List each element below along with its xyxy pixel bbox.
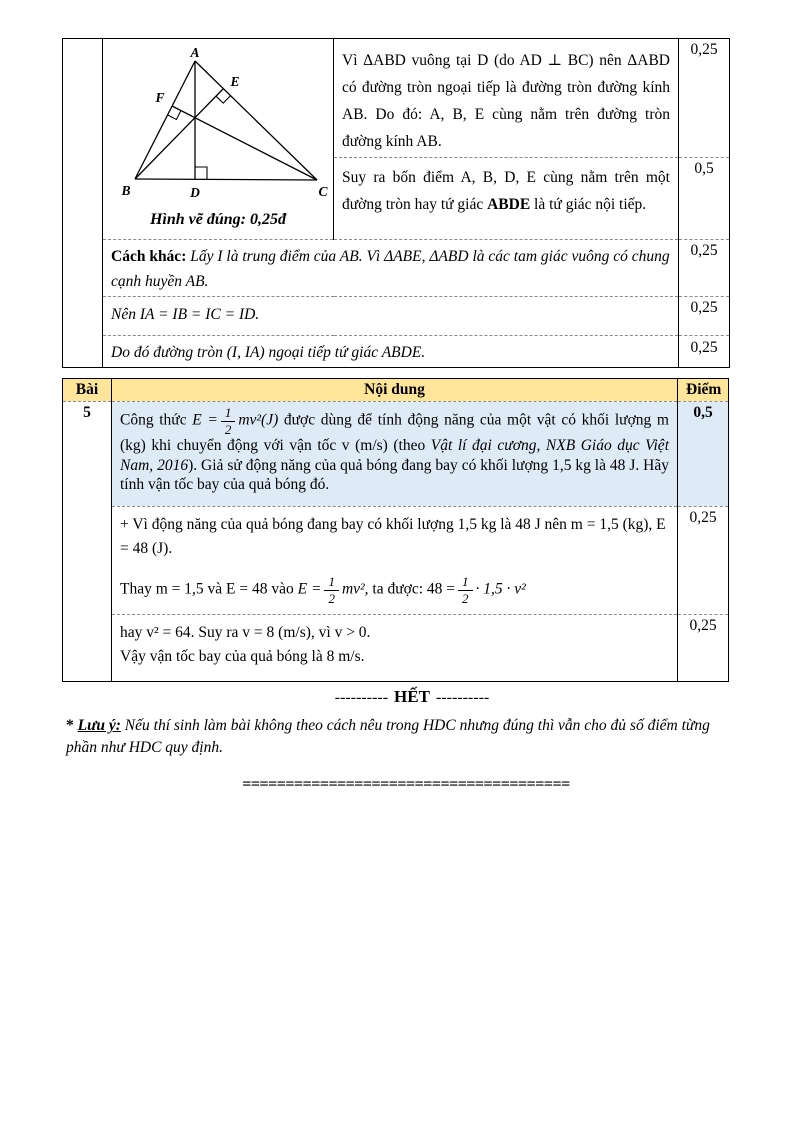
source-reference: Vật lí đại cương, NXB Giáo dục Việt Nam, 2016: [120, 437, 669, 474]
right-angle-mark-e: [216, 96, 230, 103]
figure-caption: Hình vẽ đúng: 0,25đ: [149, 211, 286, 228]
fraction: [458, 575, 473, 605]
table-row: [63, 240, 730, 297]
step1-text: Thay m = 1,5 và E = 48 vào: [120, 580, 298, 598]
step2-cell: [112, 615, 678, 682]
triangle-side-ab: [135, 61, 195, 179]
note-text: Nếu thí sinh làm bài không theo cách nêu trong HDC nhưng đúng thì vẫn cho đủ số điểm từng phần như HDC quy định.: [66, 717, 710, 756]
problem-number-cell: [63, 402, 112, 682]
vertex-label-a: A: [190, 45, 200, 60]
point-cell: [678, 507, 729, 615]
fraction: [324, 575, 339, 605]
point-value: 0,25: [690, 299, 718, 316]
step2-line1: hay v² = 64. Suy ra v = 8 (m/s), vì v > 0.: [120, 624, 371, 641]
solution-text: Suy ra bốn điểm A, B, D, E cùng nằm trên một đường tròn hay tứ giác: [342, 169, 670, 213]
triangle-side-ac: [195, 61, 317, 180]
end-dashes-right: ----------: [435, 689, 490, 706]
right-angle-mark-d: [195, 167, 207, 180]
bai-continuation-cell: [63, 39, 103, 368]
vertex-label-c: C: [318, 184, 328, 199]
point-value: 0,5: [693, 404, 713, 421]
vertex-label-e: E: [230, 74, 240, 89]
triangle-side-bc: [135, 179, 317, 180]
solution-text: là tứ giác nội tiếp.: [530, 196, 647, 213]
alt-method-label: Cách khác:: [111, 248, 187, 265]
point-cell: [678, 615, 729, 682]
altitude-cf: [172, 106, 317, 180]
fraction-numerator: 1: [458, 575, 473, 591]
point-cell: [678, 402, 729, 507]
equation-lhs: 48 =: [426, 580, 456, 598]
fraction-denominator: 2: [224, 421, 232, 437]
problem5-table: [62, 378, 729, 682]
geometry-solution-table: [62, 38, 730, 368]
bold-abde: ABDE: [487, 196, 531, 213]
end-label: HẾT: [394, 687, 430, 706]
alt-method-cell: [103, 240, 679, 297]
step1-row: [63, 507, 729, 615]
step2-line2: Vậy vận tốc bay của quả bóng là 8 m/s.: [120, 648, 365, 665]
question-text: Công thức: [120, 411, 193, 429]
point-cell: [679, 336, 730, 368]
point-value: 0,25: [689, 617, 717, 634]
step1-text: , ta được:: [364, 580, 427, 598]
alt-method-text: Lấy I là trung điểm của AB. Vì ΔABE, ΔABD là các tam giác vuông có chung cạnh huyền AB.: [111, 248, 670, 290]
header-noi-dung: Nội dung: [112, 379, 678, 402]
question-row: [63, 402, 729, 507]
step2-row: [63, 615, 729, 682]
altitude-be: [135, 89, 223, 179]
fraction: [221, 406, 236, 436]
end-dashes-left: ----------: [334, 689, 389, 706]
equation-rhs: mv²: [341, 580, 365, 598]
question-text: được dùng để tính động năng của một vật có khối lượng m (kg) khi chuyển động với vận tốc v (m/s) (theo: [120, 411, 669, 455]
separator-line: ======================================: [242, 776, 570, 793]
step1-line2: [120, 575, 669, 605]
equation-lhs: E =: [297, 580, 322, 598]
header-bai: Bài: [63, 379, 112, 402]
triangle-figure: [111, 45, 334, 201]
fraction-numerator: 1: [221, 406, 236, 422]
note-star: *: [66, 717, 78, 734]
solution-text: Do đó đường tròn (I, IA) ngoại tiếp tứ giác ABDE.: [111, 344, 426, 361]
vertex-label-f: F: [155, 90, 165, 105]
question-cell: [112, 402, 678, 507]
question-text: ). Giả sử động năng của quả bóng đang bay có khối lượng 1,5 kg là 48 J. Hãy tính vận tốc bay của quả bóng đó.: [120, 456, 669, 494]
point-cell: [679, 158, 730, 240]
alt-method-step3: [103, 336, 679, 368]
point-value: 0,25: [689, 509, 717, 526]
alt-method-step2: [103, 297, 679, 336]
table-row: [63, 39, 730, 158]
table-row: [63, 297, 730, 336]
solution-text-row2: [334, 158, 679, 240]
header-diem: Điểm: [678, 379, 729, 402]
problem-number: 5: [83, 404, 91, 421]
step1-line1: + Vì động năng của quả bóng đang bay có khối lượng 1,5 kg là 48 J nên m = 1,5 (kg), E = 48 (J).: [120, 516, 666, 557]
fraction-denominator: 2: [328, 590, 335, 606]
grading-note: [66, 715, 728, 759]
fraction-numerator: 1: [324, 575, 339, 591]
note-label: Lưu ý:: [77, 717, 121, 734]
point-value: 0,25: [690, 339, 718, 356]
solution-text: Vì ΔABD vuông tại D (do AD ⊥ BC) nên ΔABD có đường tròn ngoại tiếp là đường tròn đường kính AB. Do đó: A, B, E cùng nằm trên đường tròn đường kính AB.: [342, 52, 670, 150]
point-cell: [679, 39, 730, 158]
equation-rhs: · 1,5 · v²: [475, 580, 526, 598]
point-value: 0,5: [694, 160, 714, 177]
vertex-label-d: D: [190, 185, 200, 200]
equation-lhs: E =: [192, 411, 218, 429]
point-cell: [679, 240, 730, 297]
point-cell: [679, 297, 730, 336]
equation-rhs: mv²(J): [238, 411, 279, 429]
solution-text-row1: [334, 39, 679, 158]
vertex-label-b: B: [121, 183, 131, 198]
point-value: 0,25: [690, 41, 718, 58]
fraction-denominator: 2: [462, 590, 469, 606]
figure-cell: [103, 39, 334, 240]
end-marker: [62, 687, 762, 707]
table-row: [63, 336, 730, 368]
point-value: 0,25: [690, 242, 718, 259]
header-row: [63, 379, 729, 402]
solution-text: Nên IA = IB = IC = ID.: [111, 306, 260, 323]
step1-cell: [112, 507, 678, 615]
